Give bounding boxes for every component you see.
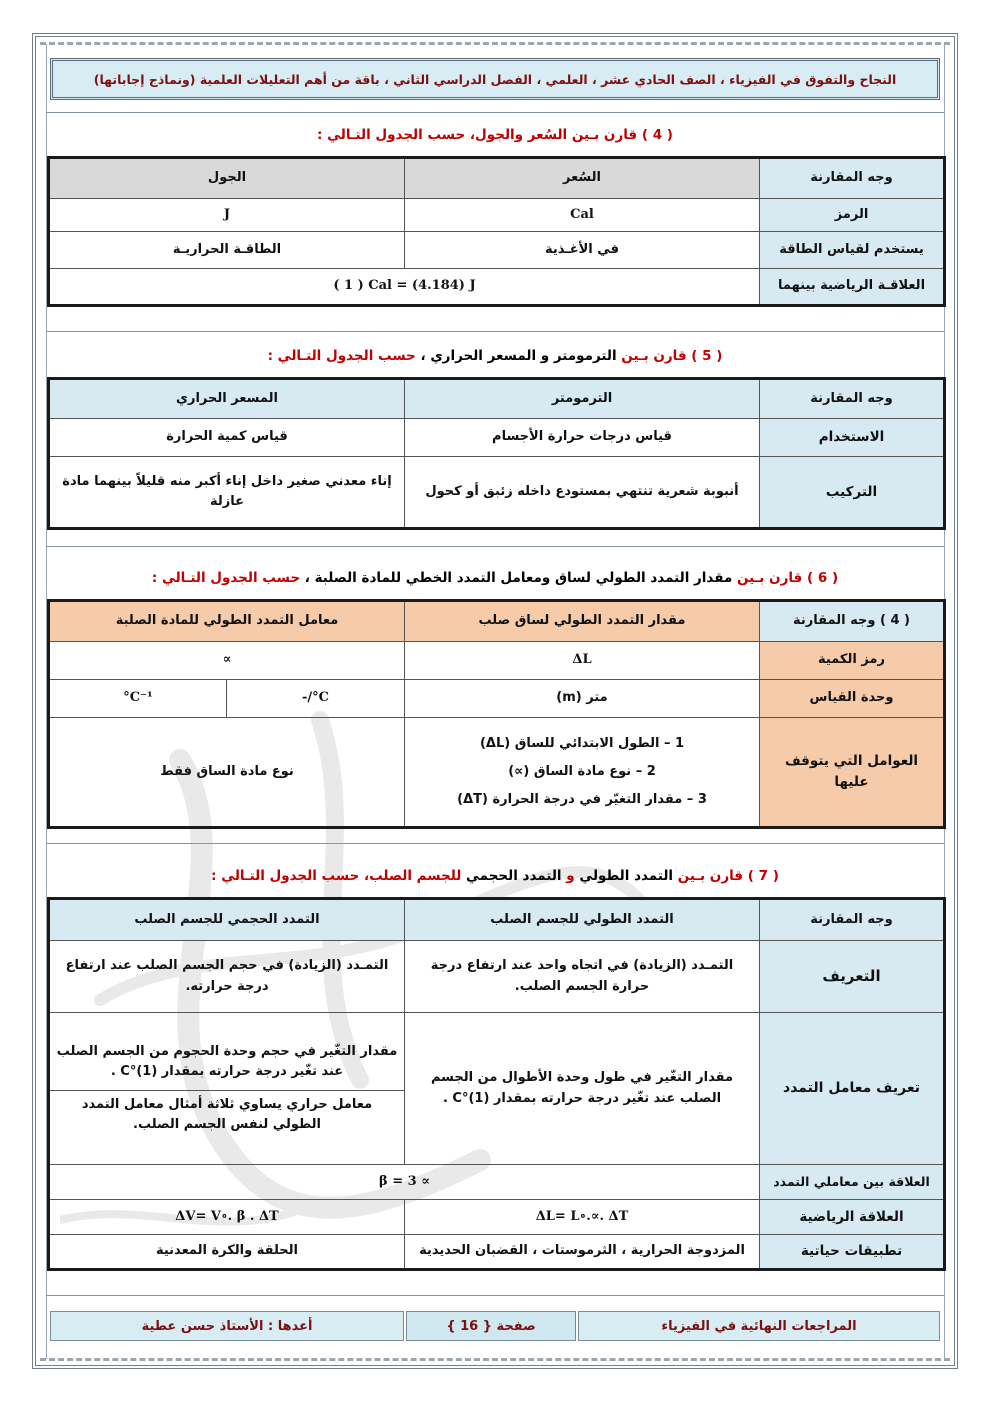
q7-table <box>47 897 946 1271</box>
q4-title <box>48 127 942 143</box>
q7-title-c: و <box>566 868 580 884</box>
q4-number: ( 4 ) <box>641 127 673 143</box>
q6-symbol-b: ∝ <box>49 642 405 680</box>
q7-title-e: للجسم الصلب، حسب الجدول التـالي : <box>211 868 466 884</box>
q6-rule <box>46 843 944 844</box>
q6-unit-b1: -/°C <box>227 680 405 718</box>
q6-symbol-a: ΔL <box>405 642 760 680</box>
q6-col-label: ( 4 ) وجه المقارنة <box>760 601 945 642</box>
q7-coef-b1: مقدار التغّير في حجم وحدة الحجوم من الجسم الصلب عند تغّير درجة حرارته بمقدار (1)°C . <box>56 1043 398 1079</box>
bottom-dashed-border <box>40 1358 950 1361</box>
q6-factor-3: 3 – مقدار التغيّر في درجة الحرارة (ΔT) <box>457 792 707 808</box>
footer-right <box>578 1311 940 1341</box>
q6-factor-1: 1 – الطول الابتدائي للساق (ΔL) <box>479 735 685 751</box>
q7-def-label: التعريف <box>760 941 945 1013</box>
q6-factors-a <box>405 718 760 828</box>
q5-table <box>47 377 946 530</box>
q5-col-label: وجه المقارنة <box>760 379 945 419</box>
q6-title-a: قارن بـين <box>737 570 807 586</box>
q6-title <box>48 570 942 586</box>
q7-rel: β = 3 ∝ <box>49 1165 760 1200</box>
page-header <box>50 58 940 100</box>
q4-row-symbol-label: الرمز <box>760 199 945 232</box>
q4-relation: ( 1 ) Cal = (4.184) J <box>49 269 760 306</box>
q5-row-use-label: الاستخدام <box>760 419 945 457</box>
q4-row-symbol-b: J <box>49 199 405 232</box>
footer-author: أعدها : الأستاذ حسن عطية <box>141 1318 313 1334</box>
q5-row-build-a: أنبوبة شعرية تنتهي بمستودع داخله زئبق أو كحول <box>405 457 760 529</box>
q7-def-a: التمـدد (الزيادة) في اتجاه واحد عند ارتفاع درجة حرارة الجسم الصلب. <box>405 941 760 1013</box>
q4-col-a: السُعر <box>405 158 760 199</box>
q5-row-use-a: قياس درجات حرارة الأجسام <box>405 419 760 457</box>
top-dashed-border <box>40 42 950 45</box>
q6-title-b: مقدار التمدد الطولي لساق ومعامل التمدد الخطي للمادة الصلبة ، <box>304 570 738 586</box>
q7-math-label: العلاقة الرياضية <box>760 1200 945 1235</box>
q5-title <box>48 348 942 364</box>
q6-unit-b2: °C⁻¹ <box>49 680 227 718</box>
q5-row-use-b: قياس كمية الحرارة <box>49 419 405 457</box>
footer-right-text: المراجعات النهائية في الفيزياء <box>661 1318 857 1334</box>
q7-title-b: التمدد الطولي <box>579 868 678 884</box>
q4-row-use-b: الطاقـة الحراريـة <box>49 232 405 269</box>
q6-table <box>47 599 946 829</box>
footer-rule <box>46 1295 944 1296</box>
q4-table <box>47 156 946 307</box>
q6-col-b: معامل التمدد الطولي للمادة الصلبة <box>49 601 405 642</box>
q4-rule <box>46 331 944 332</box>
q7-app-b: الحلقة والكرة المعدنية <box>49 1235 405 1270</box>
q6-title-c: حسب الجدول التـالي : <box>151 570 305 586</box>
header-rule <box>46 112 944 113</box>
q5-number: ( 5 ) <box>691 348 723 364</box>
q7-math-b: ΔV= V∘. β . ΔT <box>49 1200 405 1235</box>
q6-symbol-label: رمز الكمية <box>760 642 945 680</box>
q4-col-b: الجول <box>49 158 405 199</box>
q5-row-build-label: التركيب <box>760 457 945 529</box>
page-number: صفحة { 16 } <box>446 1318 536 1334</box>
q4-row-use-label: يستخدم لقياس الطاقة <box>760 232 945 269</box>
q5-row-build-b: إناء معدني صغير داخل إناء أكبر منه قليلاً بينهما مادة عازلة <box>49 457 405 529</box>
q5-title-a: قارن بـين <box>621 348 692 364</box>
q7-rel-label: العلاقة بين معاملي التمدد <box>760 1165 945 1200</box>
q4-row-symbol-a: Cal <box>405 199 760 232</box>
q6-factors-b: نوع مادة الساق فقط <box>49 718 405 828</box>
q6-unit-a: متر (m) <box>405 680 760 718</box>
q7-number: ( 7 ) <box>747 868 779 884</box>
header-title: النجاح والتفوق في الفيزياء ، الصف الحادي عشر ، العلمي ، الفصل الدراسي الثاني ، باقة من أهم التعليلات العلمية (ونماذج إجاباتها) <box>93 71 897 87</box>
footer-left <box>50 1311 404 1341</box>
q4-row-use-a: في الأغـذية <box>405 232 760 269</box>
q6-unit-label: وحدة القياس <box>760 680 945 718</box>
q7-coef-b <box>49 1013 405 1165</box>
q7-coef-a: مقدار التغّير في طول وحدة الأطوال من الجسم الصلب عند تغّير درجة حرارته بمقدار (1)°C . <box>405 1013 760 1165</box>
q6-col-a: مقدار التمدد الطولي لساق صلب <box>405 601 760 642</box>
q6-number: ( 6 ) <box>806 570 839 586</box>
q5-rule <box>46 546 944 547</box>
q7-app-label: تطبيقات حياتية <box>760 1235 945 1270</box>
q7-coef-label: تعريف معامل التمدد <box>760 1013 945 1165</box>
q4-relation-label: العلاقـة الرياضية بينهما <box>760 269 945 306</box>
q6-factors-label: العوامل التي يتوقف عليها <box>760 718 945 828</box>
q7-col-a: التمدد الطولي للجسم الصلب <box>405 899 760 941</box>
q4-title-text: قارن بـين السُعر والجول، حسب الجدول التـالي : <box>317 127 642 143</box>
q4-col-label: وجه المقارنة <box>760 158 945 199</box>
q7-title-d: التمدد الحجمي <box>465 868 567 884</box>
q5-title-b: الترمومتر و المسعر الحراري ، <box>420 348 622 364</box>
q7-title <box>48 868 942 884</box>
q7-math-a: ΔL= L∘.∝. ΔT <box>405 1200 760 1235</box>
q7-def-b: التمـدد (الزيادة) في حجم الجسم الصلب عند ارتفاع درجة حرارته. <box>49 941 405 1013</box>
q6-factor-2: 2 – نوع مادة الساق (∝) <box>508 763 656 779</box>
q7-title-a: قارن بـين <box>677 868 748 884</box>
q5-col-a: الترمومتر <box>405 379 760 419</box>
q7-col-label: وجه المقارنة <box>760 899 945 941</box>
q5-col-b: المسعر الحراري <box>49 379 405 419</box>
q7-col-b: التمدد الحجمي للجسم الصلب <box>49 899 405 941</box>
q5-title-c: حسب الجدول التـالي : <box>267 348 421 364</box>
footer-page <box>406 1311 576 1341</box>
q7-app-a: المزدوجة الحرارية ، الثرموستات ، القضبان الحديدية <box>405 1235 760 1270</box>
q7-coef-b2: معامل حراري يساوي ثلاثة أمثال معامل التمدد الطولي لنفس الجسم الصلب. <box>50 1090 404 1139</box>
